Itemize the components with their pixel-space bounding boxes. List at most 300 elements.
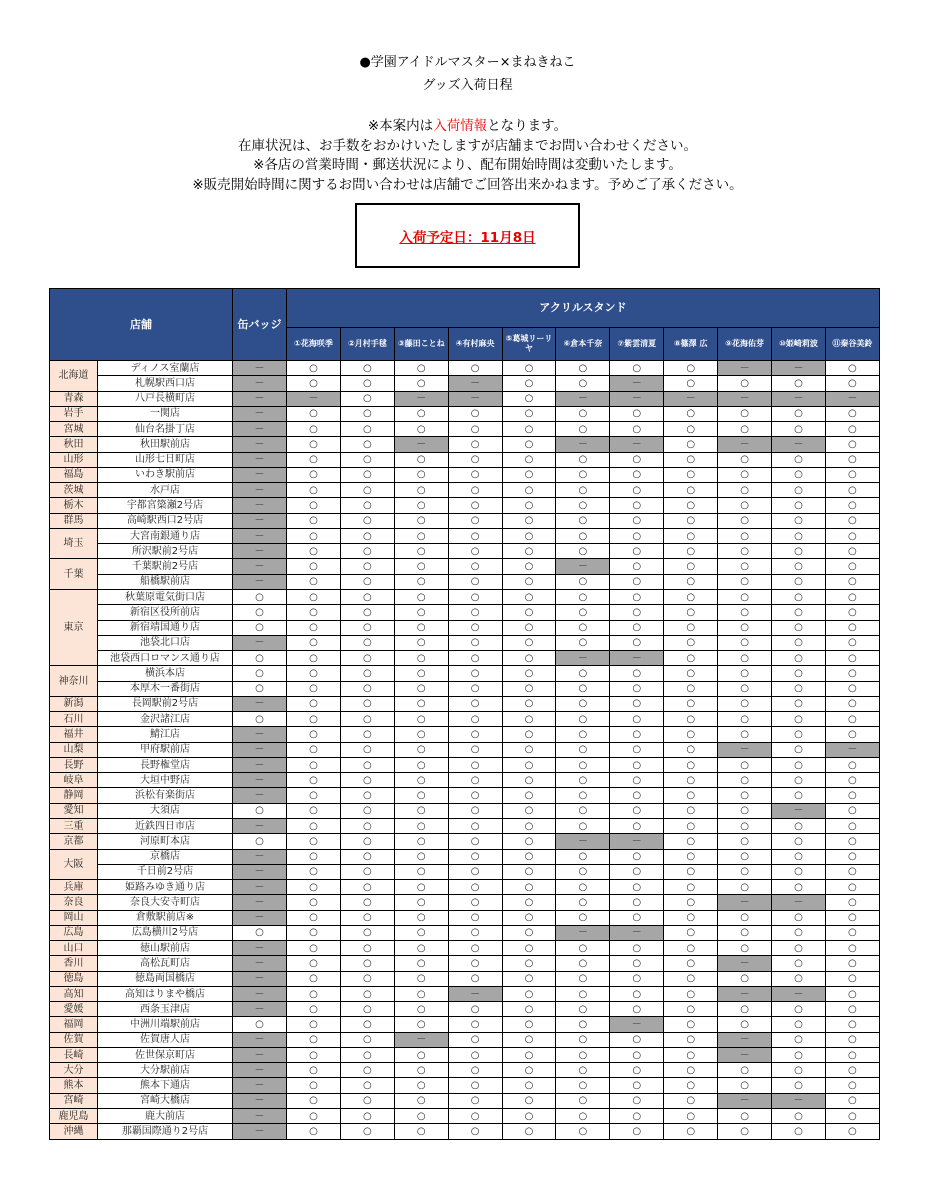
- acrylic-status-cell: ○: [502, 422, 556, 437]
- badge-status-cell: －: [233, 788, 287, 803]
- acrylic-status-cell: －: [718, 1047, 772, 1062]
- acrylic-status-cell: ○: [340, 941, 394, 956]
- acrylic-status-cell: ○: [287, 788, 341, 803]
- acrylic-status-cell: ○: [340, 635, 394, 650]
- acrylic-status-cell: ○: [287, 818, 341, 833]
- acrylic-status-cell: ○: [556, 696, 610, 711]
- acrylic-status-cell: ○: [448, 467, 502, 482]
- acrylic-status-cell: ○: [664, 1063, 718, 1078]
- acrylic-status-cell: ○: [772, 925, 826, 940]
- acrylic-status-cell: ○: [287, 712, 341, 727]
- acrylic-status-cell: ○: [340, 712, 394, 727]
- acrylic-status-cell: ○: [718, 910, 772, 925]
- acrylic-status-cell: ○: [448, 742, 502, 757]
- acrylic-status-cell: ○: [394, 986, 448, 1001]
- acrylic-status-cell: －: [610, 437, 664, 452]
- acrylic-status-cell: －: [718, 956, 772, 971]
- acrylic-status-cell: ○: [718, 727, 772, 742]
- acrylic-status-cell: ○: [556, 712, 610, 727]
- acrylic-status-cell: ○: [502, 605, 556, 620]
- acrylic-status-cell: ○: [340, 1017, 394, 1032]
- acrylic-status-cell: ○: [718, 803, 772, 818]
- store-name-cell: 大分駅前店: [98, 1063, 233, 1078]
- acrylic-status-cell: ○: [664, 620, 718, 635]
- acrylic-status-cell: －: [610, 834, 664, 849]
- prefecture-cell: 神奈川: [50, 666, 98, 697]
- acrylic-status-cell: －: [825, 742, 879, 757]
- acrylic-status-cell: ○: [448, 1002, 502, 1017]
- acrylic-status-cell: ○: [287, 864, 341, 879]
- store-name-cell: 長野権堂店: [98, 757, 233, 772]
- acrylic-status-cell: ○: [664, 788, 718, 803]
- acrylic-status-cell: ○: [825, 1017, 879, 1032]
- acrylic-status-cell: ○: [718, 1002, 772, 1017]
- acrylic-status-cell: ○: [502, 513, 556, 528]
- table-row: [50, 895, 880, 910]
- acrylic-status-cell: ○: [287, 910, 341, 925]
- acrylic-status-cell: ○: [664, 376, 718, 391]
- acrylic-status-cell: ○: [610, 696, 664, 711]
- acrylic-status-cell: ○: [825, 498, 879, 513]
- acrylic-status-cell: ○: [664, 1093, 718, 1108]
- acrylic-status-cell: ○: [287, 666, 341, 681]
- acrylic-status-cell: ○: [340, 1002, 394, 1017]
- acrylic-status-cell: ○: [448, 666, 502, 681]
- acrylic-status-cell: ○: [718, 925, 772, 940]
- acrylic-status-cell: ○: [610, 971, 664, 986]
- notice-line-2: 在庫状況は、お手数をおかけいたしますが店舗までお問い合わせください。: [238, 137, 697, 154]
- acrylic-status-cell: ○: [664, 635, 718, 650]
- acrylic-status-cell: ○: [340, 651, 394, 666]
- acrylic-status-cell: ○: [340, 361, 394, 376]
- badge-status-cell: －: [233, 1032, 287, 1047]
- notice-highlight-arrival-info: 入荷情報: [433, 118, 488, 134]
- prefecture-cell: 静岡: [50, 788, 98, 803]
- acrylic-status-cell: ○: [340, 544, 394, 559]
- table-row: [50, 513, 880, 528]
- acrylic-status-cell: ○: [772, 666, 826, 681]
- store-name-cell: 高知はりまや橋店: [98, 986, 233, 1001]
- store-name-cell: 八戸長横町店: [98, 391, 233, 406]
- acrylic-status-cell: ○: [772, 1047, 826, 1062]
- acrylic-status-cell: ○: [718, 757, 772, 772]
- acrylic-status-cell: ○: [340, 1109, 394, 1124]
- acrylic-status-cell: ○: [825, 422, 879, 437]
- acrylic-status-cell: ○: [502, 1047, 556, 1062]
- acrylic-status-cell: ○: [502, 696, 556, 711]
- acrylic-status-cell: ○: [340, 437, 394, 452]
- acrylic-status-cell: ○: [664, 712, 718, 727]
- acrylic-status-cell: ○: [718, 971, 772, 986]
- acrylic-status-cell: ○: [664, 910, 718, 925]
- acrylic-status-cell: ○: [502, 834, 556, 849]
- prefecture-cell: 山形: [50, 452, 98, 467]
- acrylic-status-cell: ○: [394, 1002, 448, 1017]
- acrylic-status-cell: ○: [394, 605, 448, 620]
- acrylic-status-cell: ○: [340, 895, 394, 910]
- acrylic-status-cell: ○: [287, 941, 341, 956]
- store-name-cell: 浜松有楽街店: [98, 788, 233, 803]
- badge-status-cell: －: [233, 1063, 287, 1078]
- acrylic-status-cell: －: [772, 437, 826, 452]
- acrylic-status-cell: －: [556, 925, 610, 940]
- acrylic-status-cell: ○: [556, 895, 610, 910]
- notice-line-1-before: ※本案内は: [367, 118, 434, 134]
- acrylic-status-cell: ○: [394, 895, 448, 910]
- acrylic-status-cell: ○: [287, 1032, 341, 1047]
- acrylic-status-cell: ○: [610, 544, 664, 559]
- acrylic-status-cell: －: [556, 834, 610, 849]
- acrylic-status-cell: ○: [825, 1093, 879, 1108]
- acrylic-status-cell: ○: [287, 742, 341, 757]
- store-name-cell: 鹿大前店: [98, 1109, 233, 1124]
- store-name-cell: 金沢諸江店: [98, 712, 233, 727]
- acrylic-status-cell: ○: [664, 452, 718, 467]
- acrylic-status-cell: ○: [448, 437, 502, 452]
- acrylic-status-cell: ○: [664, 589, 718, 604]
- acrylic-status-cell: ○: [772, 681, 826, 696]
- acrylic-status-cell: ○: [664, 544, 718, 559]
- notice-line-1: [0, 117, 935, 137]
- acrylic-status-cell: ○: [394, 880, 448, 895]
- acrylic-status-cell: ○: [340, 513, 394, 528]
- acrylic-status-cell: ○: [556, 757, 610, 772]
- acrylic-status-cell: ○: [502, 773, 556, 788]
- acrylic-status-cell: ○: [287, 483, 341, 498]
- acrylic-status-cell: ○: [825, 635, 879, 650]
- acrylic-status-cell: ○: [556, 986, 610, 1001]
- acrylic-status-cell: ○: [772, 727, 826, 742]
- acrylic-status-cell: ○: [718, 483, 772, 498]
- acrylic-status-cell: ○: [664, 1002, 718, 1017]
- acrylic-status-cell: ○: [772, 864, 826, 879]
- badge-status-cell: －: [233, 498, 287, 513]
- acrylic-status-cell: ○: [556, 589, 610, 604]
- table-row: [50, 788, 880, 803]
- acrylic-status-cell: ○: [664, 834, 718, 849]
- acrylic-status-cell: ○: [448, 1124, 502, 1139]
- acrylic-status-cell: ○: [664, 559, 718, 574]
- acrylic-status-cell: ○: [394, 712, 448, 727]
- acrylic-status-cell: ○: [287, 635, 341, 650]
- acrylic-status-cell: ○: [556, 620, 610, 635]
- acrylic-status-cell: ○: [340, 956, 394, 971]
- acrylic-status-cell: ○: [772, 757, 826, 772]
- acrylic-status-cell: ○: [287, 605, 341, 620]
- acrylic-status-cell: ○: [556, 1002, 610, 1017]
- acrylic-status-cell: ○: [502, 864, 556, 879]
- table-row: [50, 483, 880, 498]
- acrylic-status-cell: ○: [287, 513, 341, 528]
- acrylic-status-cell: ○: [718, 651, 772, 666]
- prefecture-cell: 茨城: [50, 483, 98, 498]
- table-row: [50, 1032, 880, 1047]
- acrylic-status-cell: ○: [287, 1093, 341, 1108]
- acrylic-status-cell: ○: [394, 803, 448, 818]
- table-body: [50, 361, 880, 1140]
- acrylic-status-cell: ○: [718, 666, 772, 681]
- acrylic-status-cell: ○: [502, 528, 556, 543]
- store-name-cell: 高松瓦町店: [98, 956, 233, 971]
- acrylic-status-cell: ○: [718, 422, 772, 437]
- prefecture-cell: 青森: [50, 391, 98, 406]
- acrylic-status-cell: ○: [556, 528, 610, 543]
- store-name-cell: 佐世保京町店: [98, 1047, 233, 1062]
- table-row: [50, 864, 880, 879]
- acrylic-status-cell: ○: [772, 513, 826, 528]
- acrylic-status-cell: ○: [502, 498, 556, 513]
- store-name-cell: 一関店: [98, 406, 233, 421]
- acrylic-status-cell: ○: [610, 727, 664, 742]
- acrylic-status-cell: ○: [502, 574, 556, 589]
- acrylic-status-cell: ○: [772, 651, 826, 666]
- acrylic-status-cell: ○: [340, 376, 394, 391]
- store-name-cell: 徳島両国橋店: [98, 971, 233, 986]
- acrylic-status-cell: ○: [502, 742, 556, 757]
- acrylic-status-cell: ○: [664, 849, 718, 864]
- acrylic-status-cell: ○: [394, 773, 448, 788]
- acrylic-status-cell: ○: [502, 1093, 556, 1108]
- acrylic-status-cell: ○: [825, 574, 879, 589]
- acrylic-status-cell: ○: [772, 712, 826, 727]
- acrylic-status-cell: ○: [448, 635, 502, 650]
- acrylic-status-cell: ○: [556, 956, 610, 971]
- acrylic-status-cell: ○: [664, 651, 718, 666]
- acrylic-status-cell: ○: [287, 773, 341, 788]
- acrylic-status-cell: ○: [772, 773, 826, 788]
- acrylic-status-cell: ○: [772, 1002, 826, 1017]
- acrylic-status-cell: ○: [772, 849, 826, 864]
- prefecture-cell: 愛知: [50, 803, 98, 818]
- acrylic-status-cell: ○: [610, 895, 664, 910]
- acrylic-status-cell: ○: [448, 605, 502, 620]
- acrylic-status-cell: ○: [556, 406, 610, 421]
- store-name-cell: 札幌駅西口店: [98, 376, 233, 391]
- acrylic-status-cell: ○: [394, 544, 448, 559]
- prefecture-cell: 宮崎: [50, 1093, 98, 1108]
- character-header: ①花海咲季: [287, 328, 341, 361]
- acrylic-status-cell: ○: [664, 696, 718, 711]
- prefecture-cell: 岡山: [50, 910, 98, 925]
- acrylic-status-cell: ○: [502, 406, 556, 421]
- acrylic-status-cell: ○: [718, 880, 772, 895]
- acrylic-status-cell: ○: [287, 589, 341, 604]
- acrylic-status-cell: ○: [718, 528, 772, 543]
- acrylic-status-cell: ○: [502, 376, 556, 391]
- badge-status-cell: －: [233, 559, 287, 574]
- prefecture-cell: 三重: [50, 818, 98, 833]
- acrylic-status-cell: ○: [556, 467, 610, 482]
- store-name-cell: 奈良大安寺町店: [98, 895, 233, 910]
- store-name-cell: 大須店: [98, 803, 233, 818]
- acrylic-status-cell: ○: [502, 818, 556, 833]
- acrylic-status-cell: ○: [825, 956, 879, 971]
- badge-status-cell: －: [233, 818, 287, 833]
- acrylic-status-cell: ○: [718, 1124, 772, 1139]
- prefecture-cell: 奈良: [50, 895, 98, 910]
- acrylic-status-cell: ○: [664, 773, 718, 788]
- acrylic-status-cell: ○: [448, 422, 502, 437]
- acrylic-status-cell: ○: [664, 528, 718, 543]
- acrylic-status-cell: ○: [287, 498, 341, 513]
- store-name-cell: 那覇国際通り2号店: [98, 1124, 233, 1139]
- acrylic-status-cell: ○: [664, 727, 718, 742]
- acrylic-status-cell: ○: [394, 956, 448, 971]
- acrylic-status-cell: ○: [287, 727, 341, 742]
- table-row: [50, 986, 880, 1001]
- acrylic-status-cell: ○: [502, 1124, 556, 1139]
- acrylic-status-cell: ○: [825, 452, 879, 467]
- badge-status-cell: －: [233, 773, 287, 788]
- acrylic-status-cell: ○: [772, 834, 826, 849]
- acrylic-status-cell: ○: [772, 880, 826, 895]
- badge-status-cell: ○: [233, 925, 287, 940]
- table-row: [50, 818, 880, 833]
- acrylic-status-cell: ○: [610, 635, 664, 650]
- acrylic-status-cell: ○: [394, 910, 448, 925]
- acrylic-status-cell: ○: [448, 834, 502, 849]
- acrylic-status-cell: ○: [448, 1093, 502, 1108]
- acrylic-status-cell: ○: [718, 864, 772, 879]
- acrylic-status-cell: ○: [394, 788, 448, 803]
- acrylic-status-cell: －: [772, 391, 826, 406]
- badge-status-cell: －: [233, 880, 287, 895]
- acrylic-stand-header: アクリルスタンド: [287, 289, 880, 328]
- character-header: ④有村麻央: [448, 328, 502, 361]
- acrylic-status-cell: ○: [718, 574, 772, 589]
- badge-status-cell: ○: [233, 620, 287, 635]
- prefecture-cell: 長野: [50, 757, 98, 772]
- acrylic-status-cell: ○: [610, 712, 664, 727]
- acrylic-status-cell: ○: [610, 1093, 664, 1108]
- table-row: [50, 498, 880, 513]
- acrylic-status-cell: ○: [825, 727, 879, 742]
- acrylic-status-cell: ○: [556, 1093, 610, 1108]
- character-header: ⑤葛城リーリヤ: [502, 328, 556, 361]
- acrylic-status-cell: ○: [502, 1017, 556, 1032]
- acrylic-status-cell: ○: [448, 544, 502, 559]
- acrylic-status-cell: ○: [718, 1017, 772, 1032]
- acrylic-status-cell: ○: [610, 757, 664, 772]
- acrylic-status-cell: ○: [448, 1032, 502, 1047]
- badge-status-cell: －: [233, 941, 287, 956]
- acrylic-status-cell: ○: [610, 559, 664, 574]
- acrylic-status-cell: ○: [610, 513, 664, 528]
- table-row: [50, 681, 880, 696]
- acrylic-status-cell: ○: [340, 391, 394, 406]
- character-header: ⑪秦谷美鈴: [825, 328, 879, 361]
- acrylic-status-cell: ○: [718, 712, 772, 727]
- table-row: [50, 528, 880, 543]
- store-name-cell: 広島横川2号店: [98, 925, 233, 940]
- acrylic-status-cell: ○: [448, 452, 502, 467]
- acrylic-status-cell: ○: [394, 406, 448, 421]
- acrylic-status-cell: ○: [448, 361, 502, 376]
- badge-status-cell: －: [233, 528, 287, 543]
- prefecture-cell: 長崎: [50, 1047, 98, 1062]
- store-name-cell: 佐賀唐人店: [98, 1032, 233, 1047]
- acrylic-status-cell: ○: [394, 620, 448, 635]
- badge-status-cell: ○: [233, 681, 287, 696]
- acrylic-status-cell: ○: [394, 528, 448, 543]
- acrylic-status-cell: ○: [772, 422, 826, 437]
- acrylic-status-cell: ○: [772, 1124, 826, 1139]
- acrylic-status-cell: －: [287, 391, 341, 406]
- prefecture-cell: 秋田: [50, 437, 98, 452]
- acrylic-status-cell: ○: [448, 773, 502, 788]
- badge-status-cell: －: [233, 406, 287, 421]
- prefecture-cell: 鹿児島: [50, 1109, 98, 1124]
- acrylic-status-cell: ○: [556, 1047, 610, 1062]
- store-name-cell: 京橋店: [98, 849, 233, 864]
- acrylic-status-cell: ○: [556, 422, 610, 437]
- acrylic-status-cell: ○: [502, 1063, 556, 1078]
- acrylic-status-cell: ○: [610, 910, 664, 925]
- acrylic-status-cell: ○: [394, 1047, 448, 1062]
- acrylic-status-cell: ○: [718, 818, 772, 833]
- acrylic-status-cell: ○: [448, 971, 502, 986]
- acrylic-status-cell: ○: [448, 620, 502, 635]
- acrylic-status-cell: ○: [394, 971, 448, 986]
- acrylic-status-cell: ○: [394, 452, 448, 467]
- acrylic-status-cell: ○: [825, 910, 879, 925]
- badge-status-cell: －: [233, 544, 287, 559]
- acrylic-status-cell: ○: [664, 437, 718, 452]
- acrylic-status-cell: ○: [556, 498, 610, 513]
- acrylic-status-cell: ○: [287, 986, 341, 1001]
- acrylic-status-cell: －: [718, 742, 772, 757]
- acrylic-status-cell: ○: [502, 757, 556, 772]
- acrylic-status-cell: ○: [340, 620, 394, 635]
- badge-status-cell: －: [233, 467, 287, 482]
- acrylic-status-cell: ○: [394, 696, 448, 711]
- acrylic-status-cell: －: [610, 651, 664, 666]
- acrylic-status-cell: ○: [825, 513, 879, 528]
- table-row: [50, 422, 880, 437]
- table-row: [50, 1124, 880, 1139]
- badge-status-cell: －: [233, 1124, 287, 1139]
- acrylic-status-cell: ○: [448, 925, 502, 940]
- table-row: [50, 406, 880, 421]
- store-name-cell: 甲府駅前店: [98, 742, 233, 757]
- acrylic-status-cell: ○: [340, 788, 394, 803]
- acrylic-status-cell: ○: [448, 589, 502, 604]
- store-name-cell: 新宿靖国通り店: [98, 620, 233, 635]
- acrylic-status-cell: ○: [287, 803, 341, 818]
- table-row: [50, 696, 880, 711]
- header-row-main: [50, 289, 880, 328]
- badge-status-cell: －: [233, 895, 287, 910]
- acrylic-status-cell: ○: [287, 1063, 341, 1078]
- acrylic-status-cell: ○: [394, 727, 448, 742]
- acrylic-status-cell: ○: [287, 696, 341, 711]
- acrylic-status-cell: ○: [772, 483, 826, 498]
- acrylic-status-cell: ○: [394, 742, 448, 757]
- acrylic-status-cell: ○: [825, 925, 879, 940]
- prefecture-cell: 広島: [50, 925, 98, 940]
- acrylic-status-cell: ○: [825, 1124, 879, 1139]
- acrylic-status-cell: ○: [394, 513, 448, 528]
- acrylic-status-cell: ○: [610, 803, 664, 818]
- store-name-cell: 池袋北口店: [98, 635, 233, 650]
- acrylic-status-cell: ○: [340, 803, 394, 818]
- acrylic-status-cell: ○: [825, 544, 879, 559]
- prefecture-cell: 新潟: [50, 696, 98, 711]
- prefecture-cell: 徳島: [50, 971, 98, 986]
- acrylic-status-cell: ○: [664, 681, 718, 696]
- acrylic-status-cell: ○: [448, 483, 502, 498]
- acrylic-status-cell: ○: [772, 544, 826, 559]
